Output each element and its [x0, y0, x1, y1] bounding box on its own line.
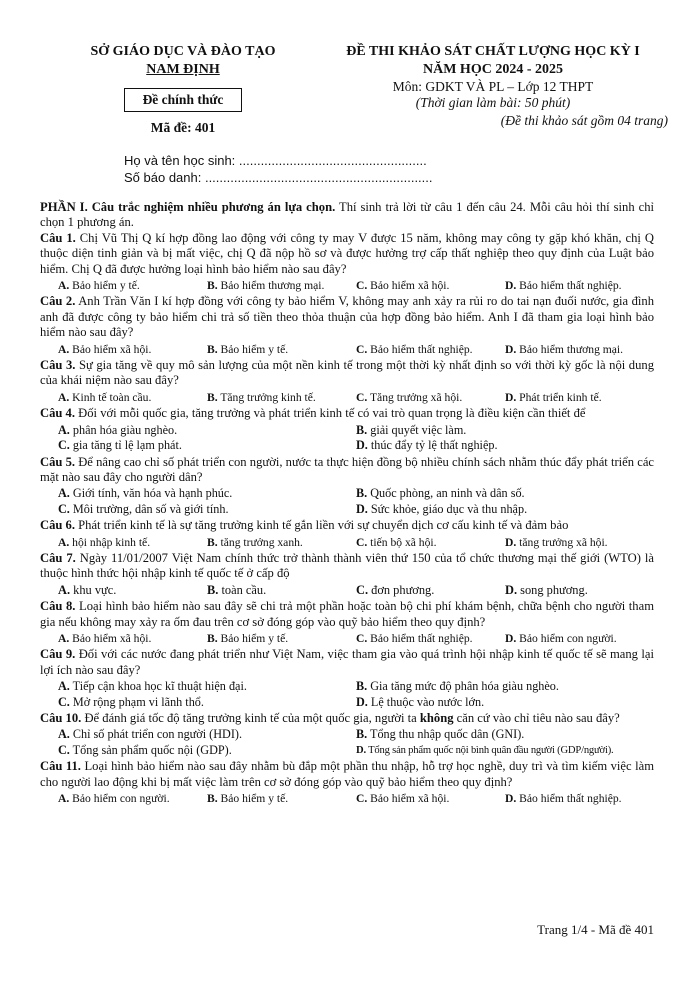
option-b[interactable]: B. Quốc phòng, an ninh và dân số. — [356, 486, 525, 501]
option-d[interactable]: D. tăng trưởng xã hội. — [505, 535, 608, 549]
options-q7 — [58, 583, 654, 598]
option-a[interactable]: A. Bảo hiểm y tế. — [58, 279, 140, 293]
options-q1 — [58, 278, 654, 293]
school-year: NĂM HỌC 2024 - 2025 — [423, 62, 563, 77]
question-4 — [40, 406, 654, 421]
page-count-note: (Đề thi khảo sát gồm 04 trang) — [500, 113, 668, 128]
option-c[interactable]: C. Bảo hiểm xã hội. — [356, 279, 450, 293]
question-text: Để đánh giá tốc độ tăng trưởng kinh tế của một quốc gia, người ta — [81, 711, 420, 725]
option-b[interactable]: B. giải quyết việc làm. — [356, 422, 467, 437]
options-q3 — [58, 390, 654, 405]
question-text: Sự gia tăng về quy mô sản lượng của một nền kinh tế trong một thời kỳ nhất định so với thời kỳ gốc là nội dung của khái niệm nào sau đây? — [40, 358, 654, 388]
part-title: PHẦN I. Câu trắc nghiệm nhiều phương án lựa chọn. — [40, 200, 336, 214]
question-text: Phát triển kinh tế là sự tăng trưởng kinh tế gắn liền với sự chuyển dịch cơ cấu kinh tế và đảm bảo — [75, 518, 569, 533]
question-text: Loại hình bảo hiểm nào sau đây nhằm bù đắp một phần thu nhập, hỗ trợ học nghề, duy trì và tìm kiếm việc làm cho người lao động khi bị mất việc làm trên cơ sở đóng góp vào quỹ bảo hiểm theo quy định? — [40, 759, 655, 789]
option-c[interactable]: C. tiến bộ xã hội. — [356, 535, 437, 549]
question-1 — [40, 231, 654, 277]
option-b[interactable]: B. Gia tăng mức độ phân hóa giàu nghèo. — [356, 679, 559, 694]
question-text: Để nâng cao chỉ số phát triển con người, nước ta thực hiện đồng bộ nhiều chính sách nhằm thúc đẩy phát triển các mặt nào sau đây cho người dân? — [40, 454, 654, 484]
options-q9 — [58, 679, 654, 710]
options-q5 — [58, 486, 654, 517]
question-number: Câu 7. — [40, 550, 76, 565]
department-name: SỞ GIÁO DỤC VÀ ĐÀO TẠO — [90, 44, 276, 59]
question-emphasis: không — [419, 711, 454, 725]
page-footer: Trang 1/4 - Mã đề 401 — [537, 922, 654, 937]
options-q4 — [58, 423, 654, 454]
question-text: Đối với các nước đang phát triển như Việt Nam, việc tham gia vào quá trình hội nhập kinh tế quốc tế sẽ mang lại lợi ích nào sau đây? — [40, 647, 654, 677]
option-c[interactable]: C. Bảo hiểm thất nghiệp. — [356, 631, 473, 645]
option-a[interactable]: A. phân hóa giàu nghèo. — [58, 422, 178, 437]
question-number: Câu 10. — [40, 711, 82, 725]
question-text-end: căn cứ vào chỉ tiêu nào sau đây? — [453, 711, 620, 725]
option-a[interactable]: A. Giới tính, văn hóa và hạnh phúc. — [58, 486, 233, 501]
exam-title: ĐỀ THI KHẢO SÁT CHẤT LƯỢNG HỌC KỲ I — [346, 44, 640, 59]
option-d[interactable]: D. Tổng sản phẩm quốc nội bình quân đầu người (GDP/người). — [356, 744, 614, 756]
option-b[interactable]: B. toàn cầu. — [207, 582, 267, 597]
option-a[interactable]: A. Bảo hiểm con người. — [58, 792, 170, 806]
header-right — [318, 44, 668, 129]
question-11 — [40, 759, 654, 790]
part-intro — [40, 200, 654, 231]
question-10 — [40, 711, 654, 726]
question-number: Câu 5. — [40, 454, 76, 469]
option-d[interactable]: D. Bảo hiểm con người. — [505, 631, 617, 645]
option-d[interactable]: D. Phát triển kinh tế. — [505, 390, 602, 404]
question-number: Câu 11. — [40, 759, 81, 774]
header-left — [68, 44, 298, 136]
candidate-id-line: Số báo danh: ............................................................... — [124, 170, 433, 185]
option-a[interactable]: A. Kinh tế toàn cầu. — [58, 390, 152, 404]
option-d[interactable]: D. Bảo hiểm thất nghiệp. — [505, 279, 622, 293]
question-7 — [40, 551, 654, 582]
option-b[interactable]: B. Bảo hiểm thương mại. — [207, 279, 325, 293]
question-number: Câu 2. — [40, 294, 76, 309]
question-8 — [40, 599, 654, 630]
option-a[interactable]: A. khu vực. — [58, 582, 117, 597]
option-c[interactable]: C. Mở rộng phạm vi lãnh thổ. — [58, 694, 204, 709]
question-3 — [40, 358, 654, 389]
option-a[interactable]: A. Chỉ số phát triển con người (HDI). — [58, 727, 242, 742]
options-q2 — [58, 342, 654, 357]
part-instructions: Thí sinh trả lời từ câu 1 đến câu 24. Mỗi câu hỏi thí sinh chỉ chọn 1 phương án. — [40, 200, 655, 230]
question-number: Câu 3. — [40, 358, 76, 373]
option-b[interactable]: B. Tăng trưởng kinh tế. — [207, 390, 316, 404]
option-d[interactable]: D. song phương. — [505, 582, 588, 597]
option-b[interactable]: B. Bảo hiểm y tế. — [207, 342, 289, 356]
option-a[interactable]: A. hội nhập kinh tế. — [58, 535, 151, 549]
option-d[interactable]: D. Sức khỏe, giáo dục và thu nhập. — [356, 501, 528, 516]
option-b[interactable]: B. Tổng thu nhập quốc dân (GNI). — [356, 727, 525, 742]
option-c[interactable]: C. Tổng sản phẩm quốc nội (GDP). — [58, 742, 232, 757]
option-c[interactable]: C. gia tăng tỉ lệ lạm phát. — [58, 438, 182, 453]
option-c[interactable]: C. Môi trường, dân số và giới tính. — [58, 501, 229, 516]
options-q10 — [58, 727, 654, 758]
option-d[interactable]: D. thúc đẩy tỷ lệ thất nghiệp. — [356, 438, 498, 453]
option-a[interactable]: A. Bảo hiểm xã hội. — [58, 631, 152, 645]
candidate-name-line: Họ và tên học sinh: .................................................... — [124, 153, 427, 168]
question-9 — [40, 647, 654, 678]
candidate-info — [124, 152, 433, 186]
exam-code: Mã đề: 401 — [150, 120, 216, 135]
question-text: Anh Trần Văn I kí hợp đồng với công ty bảo hiểm V, không may anh xảy ra rủi ro do tai nạn đuối nước, gia đình anh đã được công ty bảo hiểm chi trả số tiền theo thỏa thuận của hợp đồng bảo hiểm. Anh I đã tham gia loại hình bảo hiểm nào sau đây? — [40, 294, 655, 340]
option-d[interactable]: D. Lệ thuộc vào nước lớn. — [356, 694, 485, 709]
question-6 — [40, 518, 654, 533]
question-number: Câu 8. — [40, 599, 76, 614]
option-c[interactable]: C. Bảo hiểm thất nghiệp. — [356, 342, 473, 356]
question-2 — [40, 294, 654, 340]
options-q6 — [58, 535, 654, 550]
option-b[interactable]: B. Bảo hiểm y tế. — [207, 631, 289, 645]
option-c[interactable]: C. Tăng trưởng xã hội. — [356, 390, 463, 404]
options-q11 — [58, 791, 654, 806]
subject-line: Môn: GDKT VÀ PL – Lớp 12 THPT — [392, 79, 594, 94]
options-q8 — [58, 631, 654, 646]
question-text: Ngày 11/01/2007 Việt Nam chính thức trở thành thành viên thứ 150 của tổ chức thương mại thế giới (WTO) là thuộc hình thức hội nhập kinh tế quốc tế ở cấp độ — [40, 550, 654, 581]
question-number: Câu 1. — [40, 230, 76, 245]
option-c[interactable]: C. Bảo hiểm xã hội. — [356, 792, 450, 806]
exam-content — [40, 200, 654, 807]
question-text: Đối với mỗi quốc gia, tăng trưởng và phát triển kinh tế có vai trò quan trọng là điều kiện cần thiết để — [75, 406, 586, 421]
province-name: NAM ĐỊNH — [146, 62, 220, 77]
question-number: Câu 9. — [40, 647, 76, 662]
question-number: Câu 4. — [40, 406, 75, 421]
question-5 — [40, 455, 654, 486]
option-a[interactable]: A. Tiếp cận khoa học kĩ thuật hiện đại. — [58, 679, 247, 694]
option-c[interactable]: C. đơn phương. — [356, 582, 435, 597]
time-limit: (Thời gian làm bài: 50 phút) — [415, 95, 571, 110]
option-d[interactable]: D. Bảo hiểm thương mại. — [505, 342, 624, 356]
question-text: Chị Vũ Thị Q kí hợp đồng lao động với công ty may V được 15 năm, không may công ty gặp khó khăn, chị Q thuộc diện tinh giản và bị mất việc, chị Q đã nộp hồ sơ và được hưởng trợ cấp thất nghiệp theo quy định của Luật bảo hiểm. Chị Q đã được hưởng loại hình bảo hiểm nào sau đây? — [40, 230, 654, 276]
option-b[interactable]: B. tăng trưởng xanh. — [207, 535, 303, 549]
question-text: Loại hình bảo hiểm nào sau đây sẽ chi trả một phần hoặc toàn bộ chi phí khám bệnh, chữa bệnh cho người tham gia nếu không may xảy ra ốm đau trên cơ sở đóng góp vào quỹ bảo hiểm theo quy định? — [40, 599, 654, 629]
option-a[interactable]: A. Bảo hiểm xã hội. — [58, 342, 152, 356]
official-badge: Đề chính thức — [124, 88, 243, 112]
question-number: Câu 6. — [40, 518, 75, 533]
option-b[interactable]: B. Bảo hiểm y tế. — [207, 792, 289, 806]
option-d[interactable]: D. Bảo hiểm thất nghiệp. — [505, 792, 622, 806]
